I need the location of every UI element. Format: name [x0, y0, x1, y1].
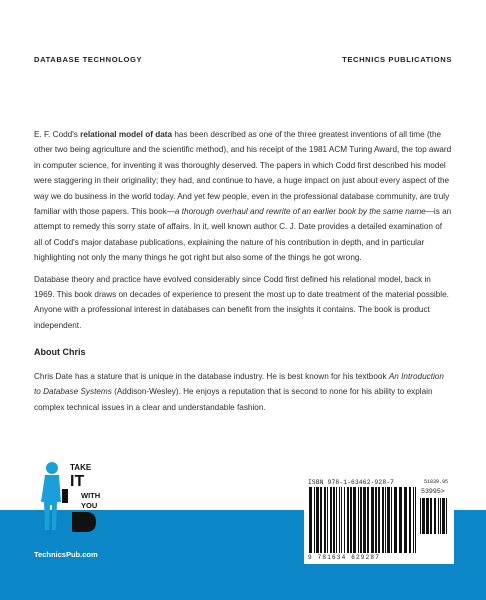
price-addon-digits: 53995>: [421, 488, 445, 495]
barcode-bar: [426, 498, 429, 534]
barcode-bar: [363, 487, 366, 553]
addon-barcode-bars: [420, 498, 450, 556]
barcode-bar: [442, 498, 445, 534]
author-bio-paragraph: [34, 369, 452, 415]
take-it-with-you-logo: [36, 460, 121, 540]
text-run: —is an attempt to remedy this sorry state of affairs. In it, well known author C. J. Date provides a detailed examination of all of Codd's major database publications, explaining the nature of his contribution in depth, and in particular highlighting not only the many things he got right but also some of the things he got wrong.: [34, 207, 452, 263]
text-run: has been described as one of the three greatest inventions of all time (the other two being agriculture and the scientific method), and his receipt of the 1981 ACM Turing Award, the top award in computer science, for inventing it was thoroughly deserved. The papers in which Codd first described his model were staggering in their originality; they had, and continue to have, a huge impact on just about every aspect of the way we do business in the world today. And yet few people, even in the professional database community, are truly familiar with those papers. This book—: [34, 130, 452, 217]
barcode-bar: [404, 487, 407, 553]
description-text: [34, 127, 452, 421]
publisher-website: TechnicsPub.com: [34, 550, 98, 559]
italic-book-note: a thorough overhaul and rewrite of an earlier book by the same name: [174, 207, 426, 217]
barcode-bar: [409, 487, 411, 553]
barcode-bar: [316, 487, 319, 553]
d-shape-icon: [72, 512, 96, 532]
barcode-bar: [347, 487, 349, 553]
logo-word-with: WITH: [81, 491, 101, 500]
barcode-bar: [420, 498, 421, 534]
text-run: E. F. Codd's: [34, 130, 81, 139]
barcode-bar: [367, 487, 369, 553]
highlight-relational-model: relational model of data: [80, 130, 173, 139]
logo-word-you: YOU: [81, 501, 98, 510]
barcode-bar: [434, 498, 436, 534]
barcode-bar: [394, 487, 397, 553]
barcode-bar: [314, 487, 315, 553]
logo-word-take: TAKE: [70, 463, 92, 472]
description-paragraph-1: [34, 127, 452, 266]
ean-barcode-bars: [309, 487, 417, 557]
barcode-bar: [353, 487, 356, 553]
barcode-bar: [438, 498, 439, 534]
barcode-bar: [413, 487, 414, 553]
barcode-bar: [358, 487, 359, 553]
barcode-bar: [371, 487, 374, 553]
barcode-bar: [324, 487, 326, 553]
barcode-bar: [440, 498, 441, 534]
man-figure-icon: [41, 462, 61, 530]
briefcase-icon: [62, 489, 68, 503]
publisher-label: TECHNICS PUBLICATIONS: [342, 55, 452, 64]
barcode-bar: [344, 487, 345, 553]
barcode-bar: [320, 487, 322, 553]
italic-book-title: An Introduction to Database Systems: [34, 371, 444, 397]
barcode-bar: [387, 487, 390, 553]
isbn-barcode: [304, 476, 454, 564]
barcode-bar: [422, 498, 425, 534]
barcode-bar: [350, 487, 352, 553]
cover-header: [34, 55, 452, 64]
isbn-number: ISBN 978-1-63462-928-7: [308, 479, 395, 486]
ean-digits: 9 781634 629287: [308, 554, 381, 561]
barcode-bar: [330, 487, 332, 553]
barcode-bar: [430, 498, 432, 534]
barcode-bar: [333, 487, 335, 553]
about-author-heading: About Chris: [34, 347, 86, 358]
text-run: (Addison-Wesley). He enjoys a reputation that is second to none for his ability to explain complex technical issues in a clear and understandable fashion.: [34, 387, 433, 412]
barcode-bar: [446, 498, 447, 534]
barcode-bar: [382, 487, 384, 553]
logo-word-it: IT: [70, 473, 85, 490]
barcode-bar: [360, 487, 362, 553]
barcode-bar: [399, 487, 402, 553]
barcode-bar: [336, 487, 337, 553]
barcode-bar: [309, 487, 312, 553]
barcode-bar: [339, 487, 340, 553]
barcode-bar: [327, 487, 328, 553]
barcode-bar: [341, 487, 342, 553]
barcode-bar: [378, 487, 380, 553]
barcode-bar: [415, 487, 416, 553]
category-label: DATABASE TECHNOLOGY: [34, 55, 143, 64]
barcode-bar: [385, 487, 386, 553]
text-run: Chris Date has a stature that is unique in the database industry. He is best known for his textbook: [34, 371, 389, 381]
barcode-bar: [391, 487, 392, 553]
price-code: 51839.95: [424, 479, 449, 485]
description-paragraph-2: Database theory and practice have evolved considerably since Codd first defined his relational model, back in 1969. This book draws on decades of experience to present the most up to date treatment of the material possible. Anyone with a professional interest in databases can benefit from the insights it contains. The book is product independent.: [34, 274, 449, 330]
barcode-bar: [375, 487, 377, 553]
